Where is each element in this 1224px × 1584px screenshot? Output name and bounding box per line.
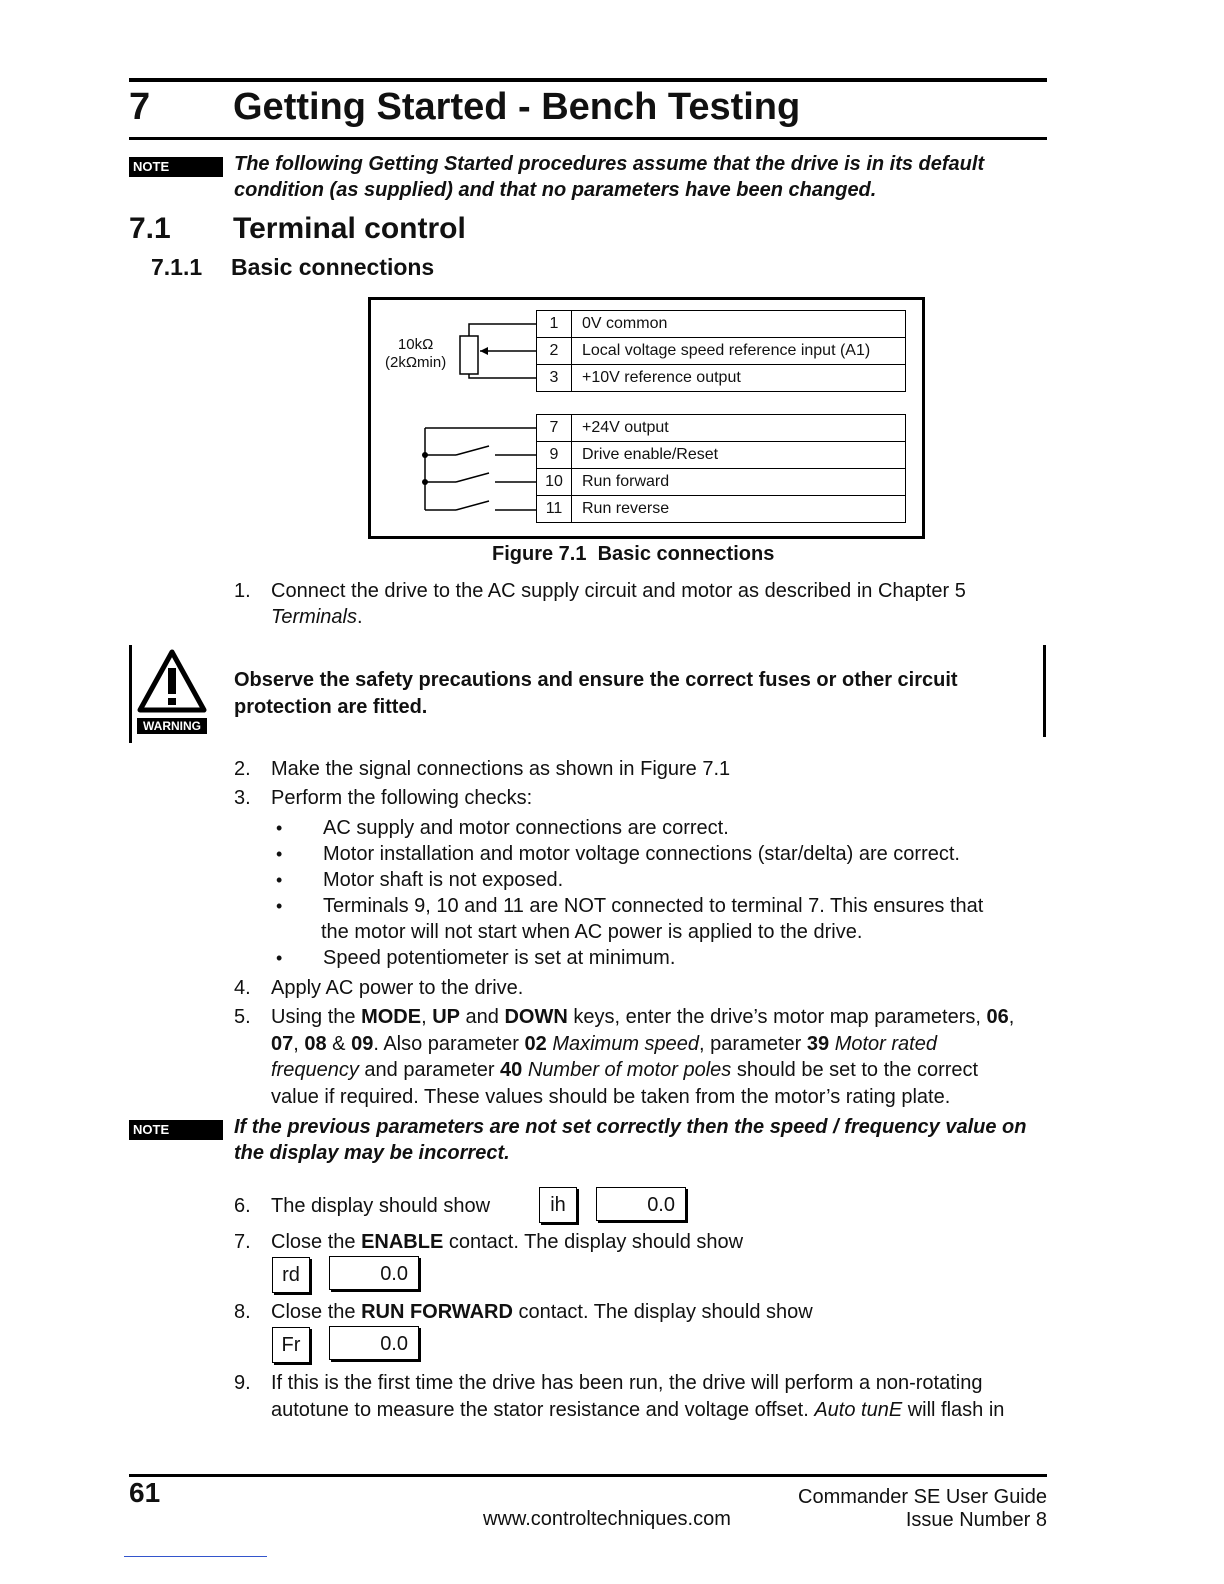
up-key: UP xyxy=(432,1006,460,1028)
param-02-name: Maximum speed xyxy=(552,1032,700,1055)
terminal-number: 7 xyxy=(537,415,572,442)
step-number: 9. xyxy=(234,1372,251,1394)
bullet: • xyxy=(276,818,283,838)
terminal-number: 3 xyxy=(537,365,572,392)
terminal-number: 9 xyxy=(537,442,572,469)
switch-10-blade xyxy=(456,473,489,482)
step-number: 2. xyxy=(234,758,251,780)
terminal-label: Run forward xyxy=(572,469,906,496)
step-text: Make the signal connections as shown in Figure 7.1 xyxy=(271,758,731,780)
chapter-title: Getting Started - Bench Testing xyxy=(233,86,801,128)
table-row xyxy=(537,496,906,523)
terminal-label: +10V reference output xyxy=(572,365,906,392)
figure-caption xyxy=(492,543,774,566)
terminal-number: 1 xyxy=(537,311,572,338)
param-40-name: Number of motor poles xyxy=(527,1059,732,1081)
table-row xyxy=(537,415,906,442)
terminal-number: 10 xyxy=(537,469,572,496)
table-row xyxy=(537,338,906,365)
note-badge: NOTE xyxy=(129,157,223,177)
param-06: 06 xyxy=(986,1006,1009,1028)
terminal-label: Drive enable/Reset xyxy=(572,442,906,469)
page-number: 61 xyxy=(129,1477,161,1508)
step-1-end: . xyxy=(356,606,363,628)
link-underline xyxy=(124,1556,267,1557)
terminal-table-digital xyxy=(536,414,906,523)
check-item: Speed potentiometer is set at minimum. xyxy=(323,947,676,969)
param-08: 08 xyxy=(304,1032,327,1055)
pot-value: 10kΩ xyxy=(397,336,434,353)
top-rule xyxy=(129,78,1047,82)
caption-prefix: Figure 7.1 xyxy=(492,543,587,565)
terminal-label: 0V common xyxy=(572,311,906,338)
step-8-text: Close the RUN FORWARD contact. The display should show xyxy=(271,1301,813,1323)
terminal-label: +24V output xyxy=(572,415,906,442)
note-text: The following Getting Started procedures assume that the drive is in its default condition (as supplied) and that no parameters have been changed. xyxy=(234,153,985,201)
param-07: 07 xyxy=(271,1032,294,1055)
title-underline xyxy=(129,137,1047,140)
step-number: 1. xyxy=(234,580,251,602)
chapter-number: 7 xyxy=(129,86,151,128)
pot-wire-1 xyxy=(469,324,536,336)
check-item: Motor installation and motor voltage connections (star/delta) are correct. xyxy=(323,843,960,865)
step-text: The display should show xyxy=(271,1195,491,1217)
guide-title: Commander SE User Guide xyxy=(798,1486,1047,1508)
step-9-text: If this is the first time the drive has been run, the drive will perform a non-rotating autotune to measure the stator resistance and voltage offset. Auto tunE will flash in xyxy=(271,1372,1005,1421)
auto-tune-term: Auto tunE xyxy=(814,1399,903,1421)
warning-triangle-icon xyxy=(137,648,207,714)
param-39-name: Motor rated xyxy=(834,1032,937,1055)
step-number: 5. xyxy=(234,1006,251,1028)
subsection-title: Basic connections xyxy=(231,254,435,280)
warning-badge: WARNING xyxy=(137,718,207,734)
subsection-number: 7.1.1 xyxy=(151,254,203,280)
warning-left-bar xyxy=(129,645,132,743)
terminal-label: Local voltage speed reference input (A1) xyxy=(572,338,906,365)
terminal-number: 11 xyxy=(537,496,572,523)
potentiometer-symbol xyxy=(460,336,478,374)
display-value: 0.0 xyxy=(596,1187,686,1221)
mode-key: MODE xyxy=(361,1006,422,1028)
table-row xyxy=(537,442,906,469)
step-text xyxy=(271,578,1031,630)
display-code: rd xyxy=(272,1257,310,1293)
param-40: 40 xyxy=(500,1059,523,1081)
bullet: • xyxy=(276,948,283,968)
bullet: • xyxy=(276,896,283,916)
step-number: 3. xyxy=(234,787,251,809)
enable-contact: ENABLE xyxy=(361,1231,444,1253)
step-number: 6. xyxy=(234,1195,251,1217)
step-text: Perform the following checks: xyxy=(271,787,533,809)
display-value: 0.0 xyxy=(329,1326,419,1360)
check-item: Motor shaft is not exposed. xyxy=(323,869,564,891)
step-1-text: Connect the drive to the AC supply circuit and motor as described in Chapter 5 xyxy=(271,580,966,602)
warning-right-bar xyxy=(1043,645,1046,737)
run-forward-contact: RUN FORWARD xyxy=(361,1301,513,1323)
step-7-text: Close the ENABLE contact. The display should show xyxy=(271,1231,744,1253)
check-item: Terminals 9, 10 and 11 are NOT connected to terminal 7. This ensures that xyxy=(323,895,984,917)
terminal-label: Run reverse xyxy=(572,496,906,523)
step-number: 4. xyxy=(234,977,251,999)
step-number: 8. xyxy=(234,1301,251,1323)
pot-wire-3 xyxy=(469,374,536,378)
step-text: Apply AC power to the drive. xyxy=(271,977,524,999)
issue-number: Issue Number 8 xyxy=(905,1509,1047,1531)
display-value: 0.0 xyxy=(329,1256,419,1290)
footer-rule xyxy=(129,1474,1047,1477)
pot-arrow xyxy=(480,347,488,355)
check-item: AC supply and motor connections are correct. xyxy=(323,817,729,839)
switch-9-blade xyxy=(456,446,489,455)
bullet: • xyxy=(276,844,283,864)
terminal-table-analog xyxy=(536,310,906,392)
section-title: Terminal control xyxy=(233,212,466,245)
down-key: DOWN xyxy=(504,1006,568,1028)
param-39: 39 xyxy=(806,1032,830,1055)
note-badge: NOTE xyxy=(129,1120,223,1140)
pot-min-value: (2kΩmin) xyxy=(385,354,447,371)
section-number: 7.1 xyxy=(129,212,171,245)
step-number: 7. xyxy=(234,1231,251,1253)
step-5-text: Using the MODE, UP and DOWN keys, enter the drive’s motor map parameters, 06, 07, 08 & 09. Also parameter 02 Maximum speed, parameter 39 Motor rated frequency and parameter 40 Number of motor poles should be set to the correct value if required. These values should be taken from the motor’s rating plate. xyxy=(271,1006,1015,1108)
terminal-number: 2 xyxy=(537,338,572,365)
footer-url: www.controltechniques.com xyxy=(483,1508,731,1530)
caption-title: Basic connections xyxy=(597,543,775,565)
note-text: If the previous parameters are not set correctly then the speed / frequency value on the display may be incorrect. xyxy=(234,1116,1027,1164)
chapter-reference: Terminals xyxy=(271,606,357,628)
param-09: 09 xyxy=(351,1032,374,1055)
display-code: ih xyxy=(539,1187,577,1223)
connections-figure xyxy=(368,297,925,539)
bullet: • xyxy=(276,870,283,890)
check-item-continued: the motor will not start when AC power is applied to the drive. xyxy=(321,921,863,943)
footer-guide xyxy=(785,1486,1047,1532)
table-row xyxy=(537,469,906,496)
param-02: 02 xyxy=(524,1032,547,1055)
table-row xyxy=(537,365,906,392)
switch-11-blade xyxy=(456,501,489,510)
warning-text: Observe the safety precautions and ensure the correct fuses or other circuit protection are fitted. xyxy=(234,669,958,718)
param-39-name-cont: frequency xyxy=(271,1059,359,1081)
display-code: Fr xyxy=(272,1327,310,1363)
table-row xyxy=(537,311,906,338)
